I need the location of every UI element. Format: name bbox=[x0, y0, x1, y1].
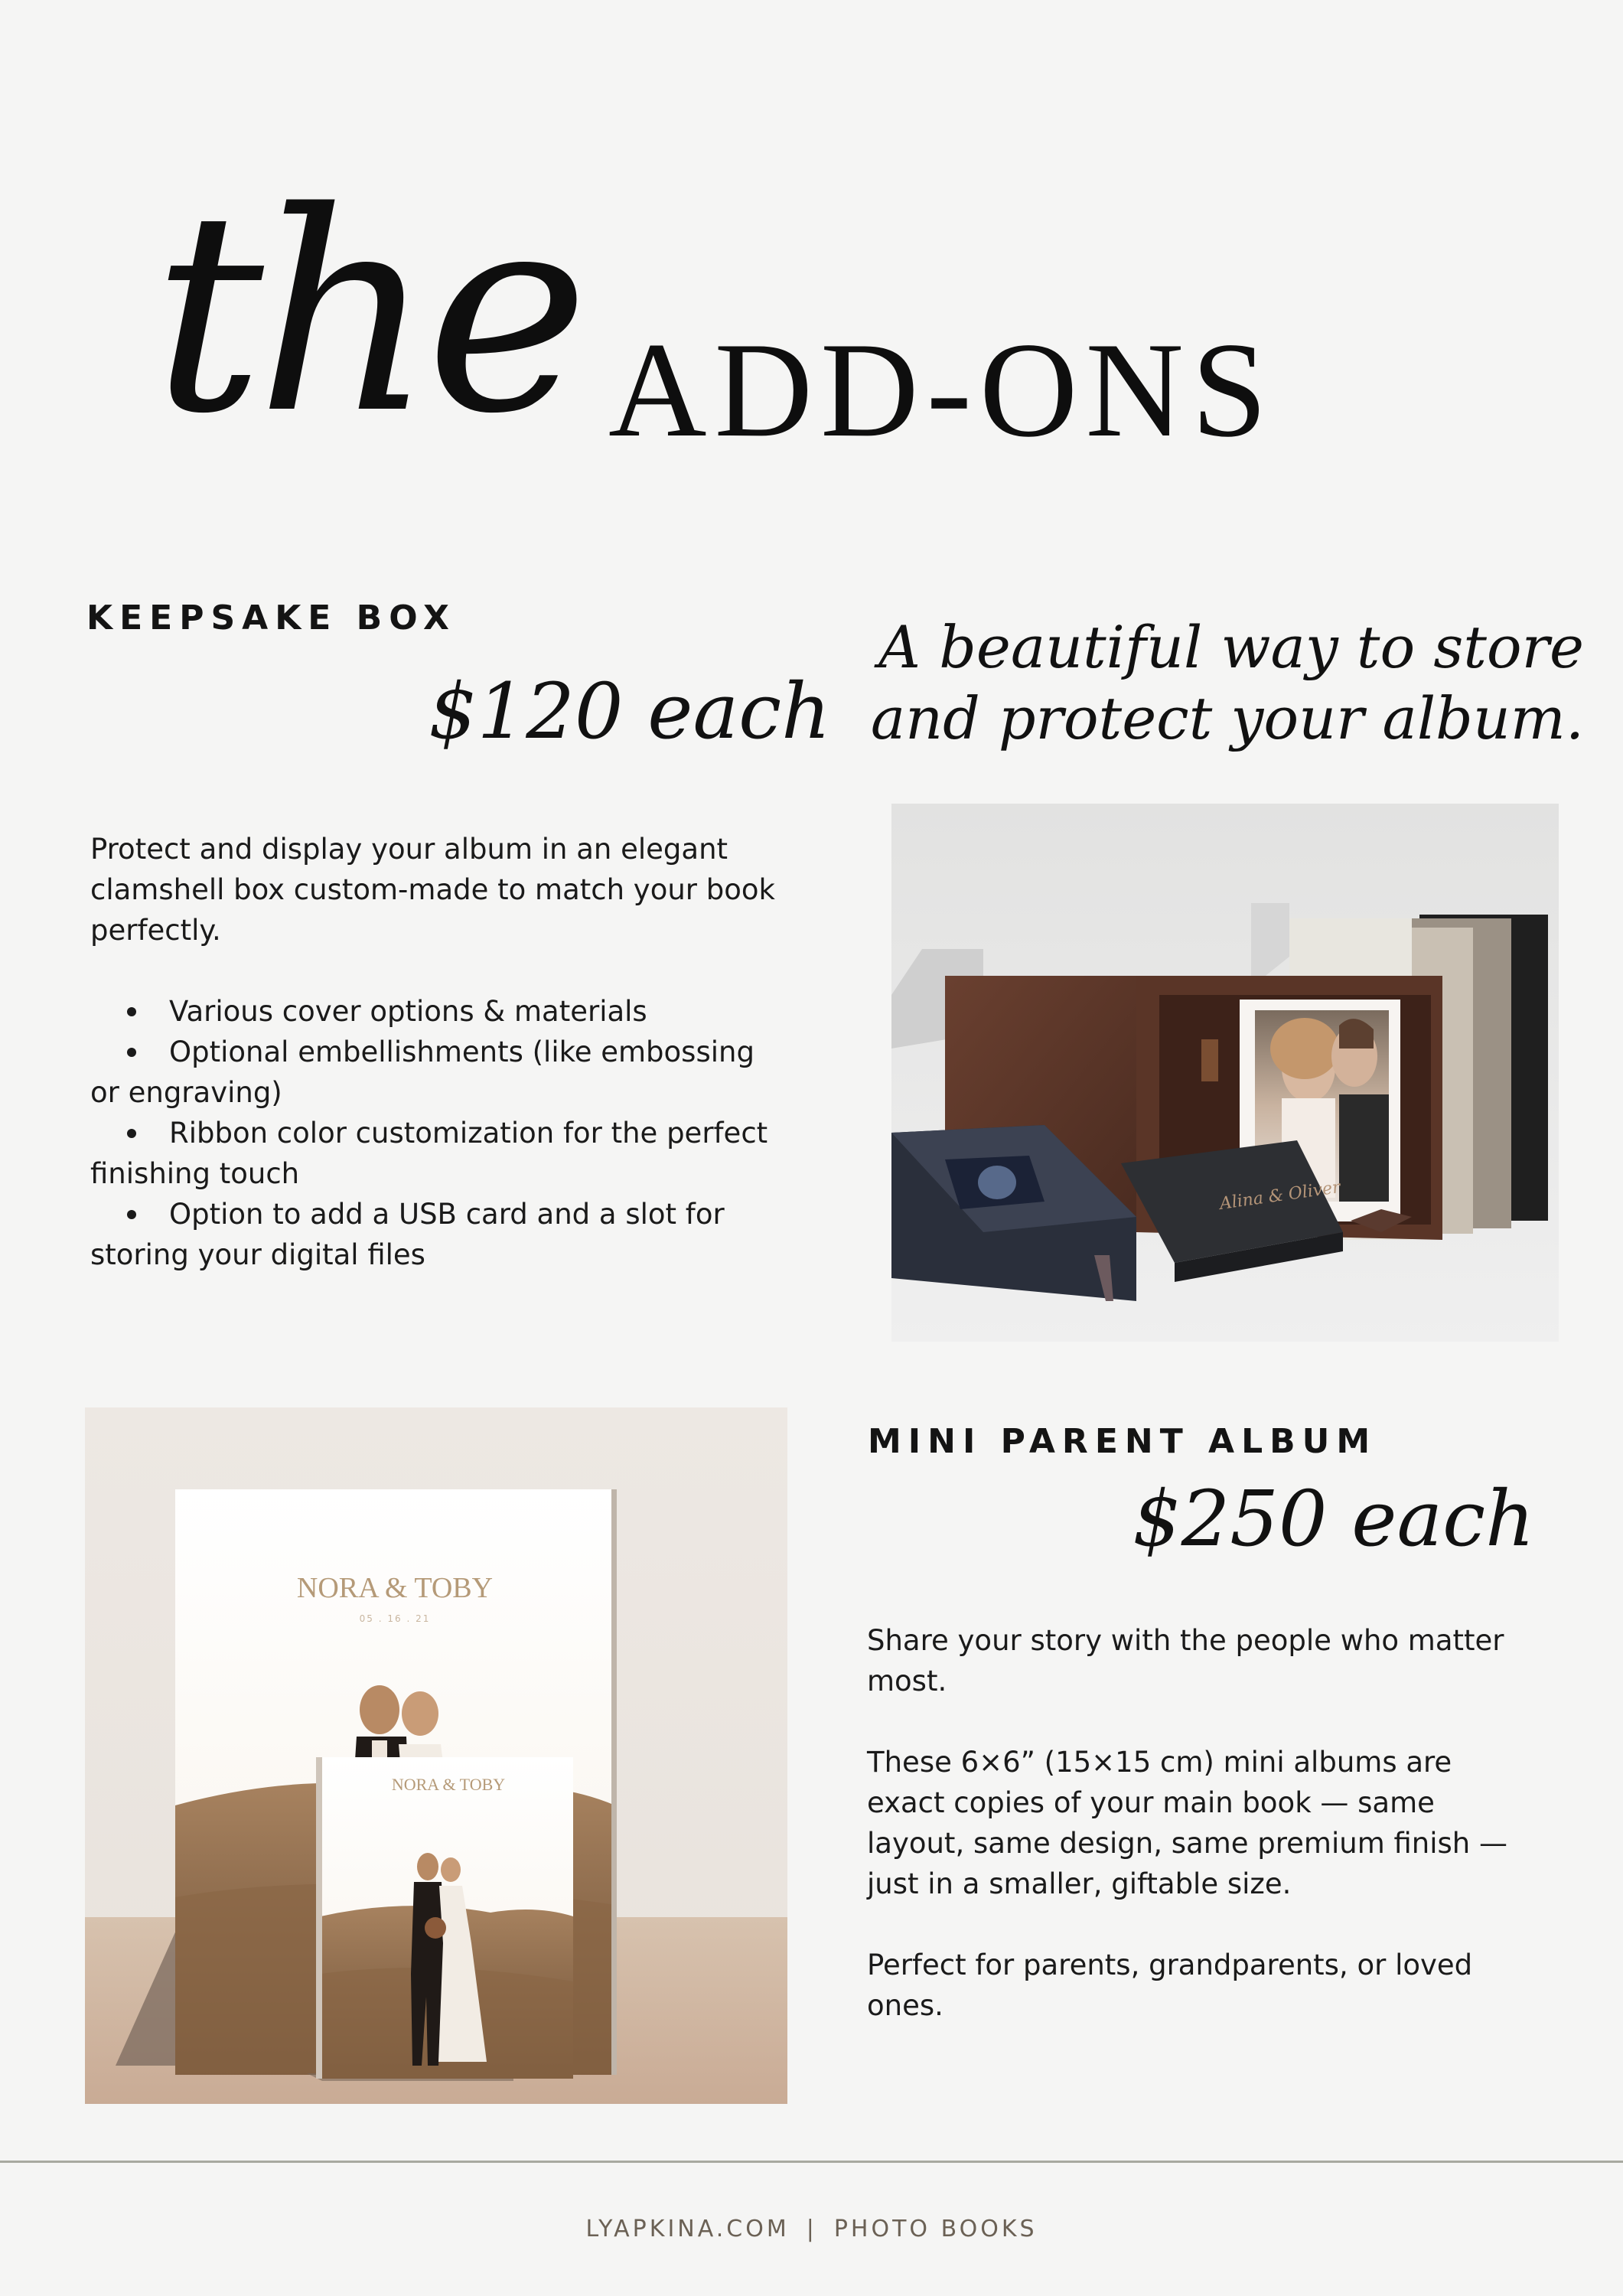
keepsake-tagline bbox=[857, 612, 1584, 754]
footer-divider bbox=[0, 2161, 1623, 2163]
list-item: Ribbon color customization for the perfect finishing touch bbox=[90, 1113, 779, 1194]
list-item: Optional embellishments (like embossing or engraving) bbox=[90, 1032, 779, 1113]
page-title: ADD-ONS bbox=[608, 314, 1275, 465]
footer-section-label: PHOTO BOOKS bbox=[833, 2216, 1038, 2242]
mini-album-para-2: These 6×6” (15×15 cm) mini albums are exact copies of your main book — same layout, same design, same premium finish — just in a smaller, giftable size. bbox=[867, 1746, 1508, 1900]
script-the-title: the bbox=[153, 153, 582, 474]
tagline-line-1: A beautiful way to store bbox=[878, 613, 1584, 681]
footer-site-link[interactable]: LYAPKINA.COM bbox=[585, 2216, 790, 2242]
page-footer bbox=[0, 2216, 1623, 2242]
mini-album-para-3: Perfect for parents, grandparents, or loved ones. bbox=[867, 1949, 1473, 2022]
keepsake-feature-list bbox=[90, 991, 779, 1275]
mini-album-para-1: Share your story with the people who matter most. bbox=[867, 1624, 1504, 1698]
list-item: Option to add a USB card and a slot for storing your digital files bbox=[90, 1194, 779, 1275]
big-album-cover-date: 05 . 16 . 21 bbox=[359, 1613, 431, 1624]
box-lid-text: Alina & Oliver bbox=[1218, 1178, 1342, 1214]
page-header bbox=[153, 145, 1377, 497]
big-album-cover-names: NORA & TOBY bbox=[296, 1572, 494, 1604]
mini-album-photo bbox=[85, 1407, 787, 2104]
list-item: Various cover options & materials bbox=[90, 991, 779, 1032]
tagline-line-2: and protect your album. bbox=[870, 683, 1584, 752]
keepsake-box-photo bbox=[891, 804, 1559, 1342]
keepsake-price: $120 each bbox=[429, 667, 831, 756]
mini-album-description bbox=[867, 1620, 1533, 2066]
footer-separator: | bbox=[806, 2216, 817, 2242]
mini-album-price: $250 each bbox=[1133, 1474, 1535, 1564]
keepsake-intro: Protect and display your album in an elegant clamshell box custom-made to match your book perfectly. bbox=[90, 833, 775, 947]
mini-album-cover-names: NORA & TOBY bbox=[391, 1775, 506, 1794]
keepsake-description bbox=[90, 829, 779, 1275]
mini-album-heading: MINI PARENT ALBUM bbox=[868, 1422, 1377, 1461]
keepsake-heading: KEEPSAKE BOX bbox=[86, 598, 456, 638]
